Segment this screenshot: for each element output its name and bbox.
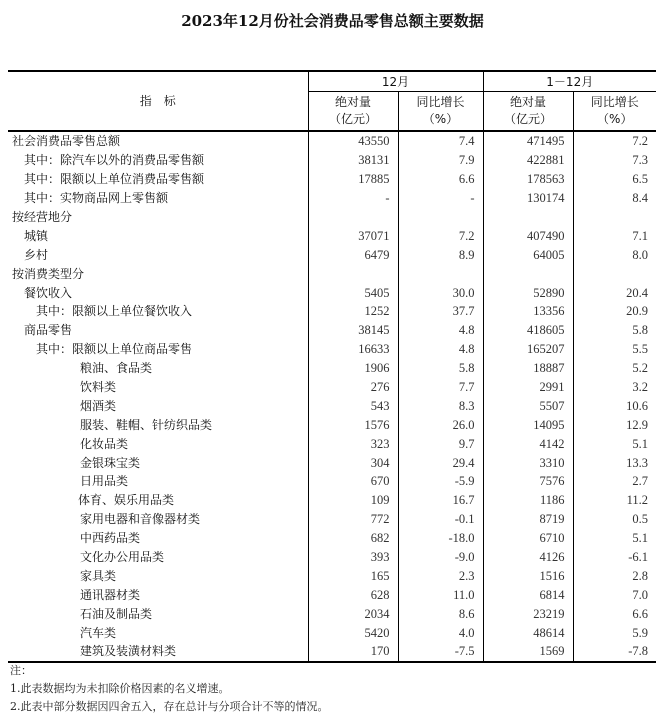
table-row xyxy=(8,321,656,340)
month-growth-value: 7.7 xyxy=(398,378,483,397)
table-row xyxy=(8,585,656,604)
ytd-growth-value xyxy=(573,264,656,283)
month-growth-value: 4.8 xyxy=(398,340,483,359)
ytd-absolute-value: 23219 xyxy=(483,604,573,623)
month-absolute-value: 682 xyxy=(308,529,398,548)
ytd-absolute-value xyxy=(483,208,573,227)
ytd-growth-value: 7.0 xyxy=(573,585,656,604)
month-growth-header: 同比增长 （%） xyxy=(398,92,483,132)
month-absolute-value: 17885 xyxy=(308,170,398,189)
ytd-absolute-value: 13356 xyxy=(483,302,573,321)
month-growth-value xyxy=(398,208,483,227)
month-absolute-value: 165 xyxy=(308,566,398,585)
month-absolute-value: 6479 xyxy=(308,245,398,264)
ytd-growth-value: 6.6 xyxy=(573,604,656,623)
row-label: 按消费类型分 xyxy=(12,266,85,281)
ytd-abs-header: 绝对量 （亿元） xyxy=(483,92,573,132)
month-growth-value: -9.0 xyxy=(398,548,483,567)
month-absolute-value: 5420 xyxy=(308,623,398,642)
row-label: 城镇 xyxy=(24,228,49,243)
ytd-absolute-value: 407490 xyxy=(483,226,573,245)
month-absolute-value: 16633 xyxy=(308,340,398,359)
row-label: 其中：限额以上单位商品零售 xyxy=(36,342,193,357)
ytd-growth-value: 2.8 xyxy=(573,566,656,585)
month-growth-value: 37.7 xyxy=(398,302,483,321)
ytd-absolute-value: 3310 xyxy=(483,453,573,472)
row-label: 饮料类 xyxy=(80,380,117,395)
ytd-absolute-value: 4142 xyxy=(483,434,573,453)
ytd-absolute-value: 14095 xyxy=(483,415,573,434)
ytd-growth-value: 7.1 xyxy=(573,226,656,245)
row-label: 其中：实物商品网上零售额 xyxy=(24,191,169,206)
month-absolute-value: 543 xyxy=(308,396,398,415)
table-row xyxy=(8,396,656,415)
month-growth-value: 7.4 xyxy=(398,131,483,151)
page-title: 2023年12月份社会消费品零售总额主要数据 xyxy=(181,12,484,30)
ytd-absolute-value: 52890 xyxy=(483,283,573,302)
row-label: 文化办公用品类 xyxy=(80,550,165,565)
ytd-growth-value: 5.5 xyxy=(573,340,656,359)
ytd-growth-value: 10.6 xyxy=(573,396,656,415)
month-absolute-value: 170 xyxy=(308,642,398,662)
row-label: 家具类 xyxy=(80,568,117,583)
month-growth-value: 16.7 xyxy=(398,491,483,510)
month-growth-value xyxy=(398,264,483,283)
table-row xyxy=(8,566,656,585)
month-absolute-value: 393 xyxy=(308,548,398,567)
notes-heading: 注： xyxy=(10,664,32,677)
ytd-absolute-value: 471495 xyxy=(483,131,573,151)
row-label: 家用电器和音像器材类 xyxy=(80,512,201,527)
month-growth-value: 5.8 xyxy=(398,359,483,378)
ytd-growth-value: 2.7 xyxy=(573,472,656,491)
row-label: 乡村 xyxy=(24,247,49,262)
row-label: 金银珠宝类 xyxy=(80,455,141,470)
table-row xyxy=(8,226,656,245)
ytd-growth-value: 5.1 xyxy=(573,529,656,548)
month-absolute-value: 37071 xyxy=(308,226,398,245)
ytd-absolute-value: 48614 xyxy=(483,623,573,642)
month-absolute-value: 109 xyxy=(308,491,398,510)
table-row xyxy=(8,642,656,662)
row-label: 体育、娱乐用品类 xyxy=(78,493,175,508)
row-label: 其中：除汽车以外的消费品零售额 xyxy=(24,153,205,168)
month-absolute-value: 628 xyxy=(308,585,398,604)
row-label: 烟酒类 xyxy=(80,398,117,413)
ytd-growth-value: 5.9 xyxy=(573,623,656,642)
table-row xyxy=(8,170,656,189)
ytd-absolute-value: 5507 xyxy=(483,396,573,415)
month-absolute-value: 323 xyxy=(308,434,398,453)
row-label: 社会消费品零售总额 xyxy=(12,134,121,149)
row-label: 中西药品类 xyxy=(80,531,141,546)
ytd-absolute-value: 130174 xyxy=(483,189,573,208)
table-row xyxy=(8,415,656,434)
ytd-absolute-value: 422881 xyxy=(483,151,573,170)
ytd-absolute-value: 165207 xyxy=(483,340,573,359)
month-growth-value: 29.4 xyxy=(398,453,483,472)
row-label: 建筑及装潢材料类 xyxy=(8,642,308,662)
month-absolute-value: 38145 xyxy=(308,321,398,340)
ytd-growth-value: 11.2 xyxy=(573,491,656,510)
month-growth-value: 8.9 xyxy=(398,245,483,264)
note-2: 2.此表中部分数据因四舍五入，存在总计与分项合计不等的情况。 xyxy=(10,700,329,713)
ytd-growth-value: 7.3 xyxy=(573,151,656,170)
table-row xyxy=(8,264,656,283)
month-growth-value: 4.0 xyxy=(398,623,483,642)
row-label: 其中：限额以上单位餐饮收入 xyxy=(36,304,193,319)
ytd-growth-value: 13.3 xyxy=(573,453,656,472)
month-absolute-value xyxy=(308,208,398,227)
row-label: 餐饮收入 xyxy=(24,285,73,300)
row-label: 汽车类 xyxy=(80,625,117,640)
ytd-growth-value xyxy=(573,208,656,227)
month-absolute-value: 304 xyxy=(308,453,398,472)
month-growth-value: 4.8 xyxy=(398,321,483,340)
retail-sales-table xyxy=(8,70,656,663)
month-growth-value: 8.6 xyxy=(398,604,483,623)
month-growth-value: 7.2 xyxy=(398,226,483,245)
month-absolute-value: 2034 xyxy=(308,604,398,623)
month-growth-value: -0.1 xyxy=(398,510,483,529)
month-absolute-value: 276 xyxy=(308,378,398,397)
table-row xyxy=(8,340,656,359)
ytd-growth-value: 20.4 xyxy=(573,283,656,302)
month-group-header: 12月 xyxy=(308,71,483,92)
ytd-absolute-value: 6710 xyxy=(483,529,573,548)
month-absolute-value: 772 xyxy=(308,510,398,529)
ytd-growth-value: 20.9 xyxy=(573,302,656,321)
ytd-growth-value: 0.5 xyxy=(573,510,656,529)
month-growth-value: 30.0 xyxy=(398,283,483,302)
ytd-absolute-value: 6814 xyxy=(483,585,573,604)
ytd-growth-value: 5.2 xyxy=(573,359,656,378)
month-growth-value: 6.6 xyxy=(398,170,483,189)
ytd-absolute-value: 7576 xyxy=(483,472,573,491)
row-label: 其中：限额以上单位消费品零售额 xyxy=(24,172,205,187)
note-1: 1.此表数据均为未扣除价格因素的名义增速。 xyxy=(10,682,230,695)
ytd-absolute-value: 1516 xyxy=(483,566,573,585)
month-growth-value: 9.7 xyxy=(398,434,483,453)
month-absolute-value: 1252 xyxy=(308,302,398,321)
row-label: 日用品类 xyxy=(80,474,129,489)
ytd-growth-value: 7.2 xyxy=(573,131,656,151)
table-row xyxy=(8,302,656,321)
table-row xyxy=(8,131,656,151)
row-label: 粮油、食品类 xyxy=(80,361,153,376)
month-growth-value: -18.0 xyxy=(398,529,483,548)
month-growth-value: 2.3 xyxy=(398,566,483,585)
table-row xyxy=(8,208,656,227)
ytd-growth-value: -6.1 xyxy=(573,548,656,567)
ytd-absolute-value: 2991 xyxy=(483,378,573,397)
row-label: 商品零售 xyxy=(24,323,73,338)
month-abs-header: 绝对量 （亿元） xyxy=(308,92,398,132)
month-growth-value: 26.0 xyxy=(398,415,483,434)
month-absolute-value: 670 xyxy=(308,472,398,491)
notes xyxy=(10,662,329,716)
month-absolute-value: 1906 xyxy=(308,359,398,378)
ytd-absolute-value: 1569 xyxy=(483,642,573,662)
table-row xyxy=(8,510,656,529)
ytd-growth-value: 6.5 xyxy=(573,170,656,189)
month-growth-value: -5.9 xyxy=(398,472,483,491)
ytd-growth-header: 同比增长 （%） xyxy=(573,92,656,132)
ytd-absolute-value: 8719 xyxy=(483,510,573,529)
row-label: 按经营地分 xyxy=(12,210,73,224)
table-row xyxy=(8,359,656,378)
table-row xyxy=(8,378,656,397)
ytd-absolute-value xyxy=(483,264,573,283)
ytd-growth-value: -7.8 xyxy=(573,642,656,662)
ytd-group-header: 1－12月 xyxy=(483,71,656,92)
row-label: 石油及制品类 xyxy=(80,606,153,621)
table-row xyxy=(8,604,656,623)
month-growth-value: -7.5 xyxy=(398,642,483,662)
table-row xyxy=(8,623,656,642)
ytd-absolute-value: 18887 xyxy=(483,359,573,378)
month-growth-value: 7.9 xyxy=(398,151,483,170)
month-growth-value: 8.3 xyxy=(398,396,483,415)
month-absolute-value xyxy=(308,264,398,283)
month-absolute-value: 38131 xyxy=(308,151,398,170)
row-label: 通讯器材类 xyxy=(80,587,141,602)
ytd-growth-value: 5.8 xyxy=(573,321,656,340)
row-label: 化妆品类 xyxy=(80,436,129,451)
row-label: 服装、鞋帽、针纺织品类 xyxy=(80,417,213,432)
table-row xyxy=(8,529,656,548)
month-growth-value: 11.0 xyxy=(398,585,483,604)
table-row xyxy=(8,491,656,510)
ytd-growth-value: 5.1 xyxy=(573,434,656,453)
table-row xyxy=(8,283,656,302)
month-absolute-value: 5405 xyxy=(308,283,398,302)
ytd-absolute-value: 1186 xyxy=(483,491,573,510)
ytd-growth-value: 12.9 xyxy=(573,415,656,434)
month-absolute-value: - xyxy=(308,189,398,208)
table-row xyxy=(8,548,656,567)
table-row xyxy=(8,151,656,170)
table-row xyxy=(8,245,656,264)
ytd-growth-value: 8.4 xyxy=(573,189,656,208)
table-row xyxy=(8,434,656,453)
ytd-growth-value: 8.0 xyxy=(573,245,656,264)
table-row xyxy=(8,472,656,491)
ytd-absolute-value: 178563 xyxy=(483,170,573,189)
month-absolute-value: 1576 xyxy=(308,415,398,434)
ytd-growth-value: 3.2 xyxy=(573,378,656,397)
ytd-absolute-value: 4126 xyxy=(483,548,573,567)
table-row xyxy=(8,189,656,208)
month-absolute-value: 43550 xyxy=(308,131,398,151)
indicator-header: 指 标 xyxy=(8,71,308,131)
ytd-absolute-value: 418605 xyxy=(483,321,573,340)
ytd-absolute-value: 64005 xyxy=(483,245,573,264)
table-row xyxy=(8,453,656,472)
month-growth-value: - xyxy=(398,189,483,208)
